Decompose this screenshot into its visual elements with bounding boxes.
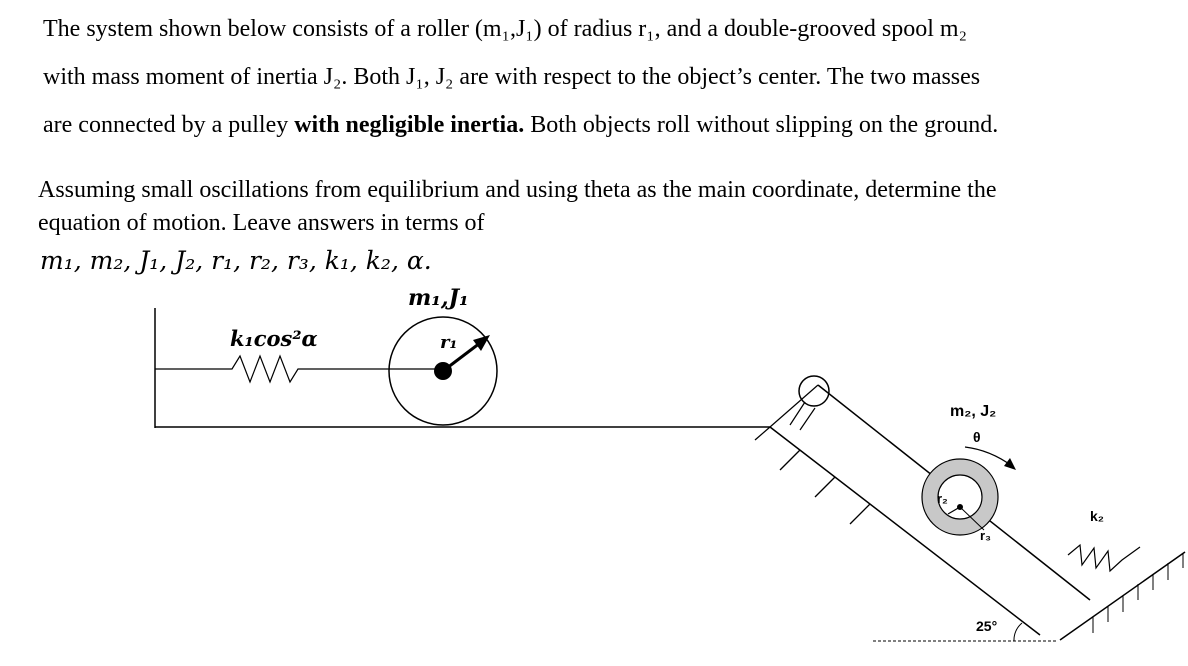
problem-line-3-bold: with negligible inertia. (294, 112, 525, 138)
task-line-1: Assuming small oscillations from equilibrium and using theta as the main coordinate, determine the (38, 177, 997, 203)
spring-k2 (1068, 545, 1140, 571)
problem-line-3-pre: are connected by a pulley (43, 112, 295, 138)
radius-r1-arrowhead (473, 335, 490, 351)
theta-label: θ (973, 429, 981, 445)
r2-label: r₂ (937, 491, 948, 506)
spool-label: m₂, J₂ (950, 403, 997, 420)
variable-list: m₁, m₂, J₁, J₂, r₁, r₂, r₃, k₁, k₂, α. (40, 246, 432, 275)
problem-line-1: The system shown below consists of a roller (m₁,J₁) of radius r₁, and a double-grooved spool m₂ (43, 16, 967, 42)
spring1-label: k₁cos²α (230, 326, 318, 351)
theta-arrowhead (1004, 458, 1016, 470)
r3-label: r₃ (980, 528, 992, 543)
roller-label: m₁,J₁ (408, 285, 469, 311)
problem-line-2: with mass moment of inertia J₂. Both J₁, J₂ are with respect to the object’s center. The two masses (43, 64, 981, 90)
angle-arc (1014, 623, 1022, 641)
pulley-support-left (790, 402, 805, 425)
radius1-label: r₁ (440, 332, 458, 353)
incline-hatching (755, 427, 870, 524)
angle-label: 25° (976, 618, 998, 634)
problem-line-3-post: Both objects roll without slipping on the ground. (524, 112, 999, 138)
task-line-2: equation of motion. Leave answers in terms of (38, 210, 485, 236)
k2-label: k₂ (1090, 508, 1105, 524)
spring-k1 (155, 356, 443, 382)
right-wall-hatching (1093, 553, 1183, 633)
pulley-support-right (800, 408, 815, 430)
